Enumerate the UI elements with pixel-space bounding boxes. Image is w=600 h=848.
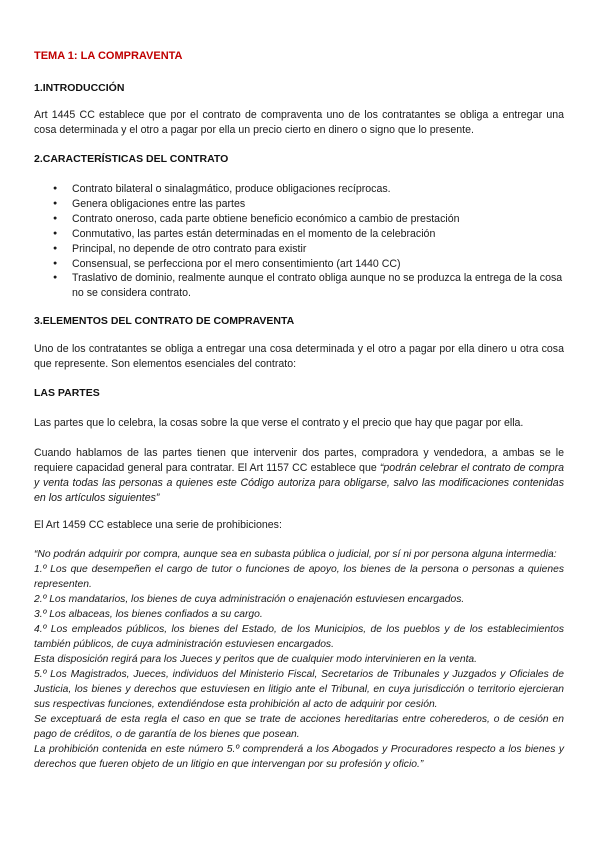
intro-paragraph: Art 1445 CC establece que por el contrato de compraventa uno de los contratantes se obliga a entregar una cosa determinada y el otro a pagar por ella un precio cierto en dinero o signo que lo presente. [34, 109, 564, 136]
document-title: TEMA 1: LA COMPRAVENTA [34, 50, 183, 62]
list-item: ● Contrato bilateral o sinalagmático, produce obligaciones recíprocas. [34, 182, 564, 197]
quote-line: Se exceptuará de esta regla el caso en que se trate de acciones hereditarias entre coherederos, o de cesión en pago de créditos, o de garantía de los bienes que posean. [34, 714, 564, 740]
list-item: ● Principal, no depende de otro contrato para existir [34, 242, 564, 257]
quote-line: 1.º Los que desempeñen el cargo de tutor o funciones de apoyo, los bienes de la persona o personas a quienes representen. [34, 564, 564, 590]
list-item: ● Conmutativo, las partes están determinadas en el momento de la celebración [34, 227, 564, 242]
parties-paragraph-1: Las partes que lo celebra, la cosas sobre la que verse el contrato y el precio que hay que pagar por ella. [34, 417, 524, 429]
list-item: ● Genera obligaciones entre las partes [34, 197, 564, 212]
characteristics-list [34, 182, 564, 301]
prohibitions-intro: El Art 1459 CC establece una serie de prohibiciones: [34, 519, 282, 531]
quote-line: Esta disposición regirá para los Jueces y peritos que de cualquier modo intervinieren en la venta. [34, 654, 478, 665]
parties-paragraph-2 [34, 446, 564, 506]
quote-line: 2.º Los mandatarios, los bienes de cuya administración o enajenación estuviesen encargados. [34, 594, 465, 605]
list-item: ● Contrato oneroso, cada parte obtiene beneficio económico a cambio de prestación [34, 212, 564, 227]
art-1459-quote [34, 547, 564, 772]
characteristics-heading: 2.CARACTERÍSTICAS DEL CONTRATO [34, 153, 229, 165]
list-item: ● Consensual, se perfecciona por el mero consentimiento (art 1440 CC) [34, 257, 564, 272]
intro-heading: 1.INTRODUCCIÓN [34, 82, 125, 94]
elements-heading: 3.ELEMENTOS DEL CONTRATO DE COMPRAVENTA [34, 315, 295, 327]
quote-line: La prohibición contenida en este número 5.º comprenderá a los Abogados y Procuradores respecto a los bienes y derechos que fueren objeto de un litigio en que intervengan por su profesión y oficio.” [34, 744, 564, 770]
quote-line: 3.º Los albaceas, los bienes confiados a su cargo. [34, 609, 263, 620]
parties-paragraph-2-text: Cuando hablamos de las partes tienen que intervenir dos partes, compradora y vendedora, a ambas se le requiere capacidad general para contratar. El Art 1157 CC establece que [34, 447, 564, 474]
quote-line: 4.º Los empleados públicos, los bienes del Estado, de los Municipios, de los pueblos y de los establecimientos también públicos, de cuya administración estuviesen encargados. [34, 624, 564, 650]
elements-paragraph: Uno de los contratantes se obliga a entregar una cosa determinada y el otro a pagar por ella dinero u otra cosa que represente. Son elementos esenciales del contrato: [34, 343, 564, 370]
quote-line: 5.º Los Magistrados, Jueces, individuos del Ministerio Fiscal, Secretarios de Tribunales y Juzgados y Oficiales de Justicia, los bienes y derechos que estuviesen en litigio ante el Tribunal, en cuya jurisdicción o territorio ejercieran sus respectivas funciones, extendiéndose esta prohibición al acto de adquirir por cesión. [34, 669, 564, 710]
list-item: ● Traslativo de dominio, realmente aunque el contrato obliga aunque no se produzca la entrega de la cosa no se considera contrato. [34, 271, 564, 301]
parties-heading: LAS PARTES [34, 387, 100, 399]
art-1157-quote: “podrán celebrar el contrato de compra y venta todas las personas a quienes este Código autoriza para obligarse, salvo las modificaciones contenidas en los artículos siguientes” [34, 462, 565, 504]
quote-line: “No podrán adquirir por compra, aunque sea en subasta pública o judicial, por sí ni por persona alguna intermedia: [34, 549, 557, 560]
